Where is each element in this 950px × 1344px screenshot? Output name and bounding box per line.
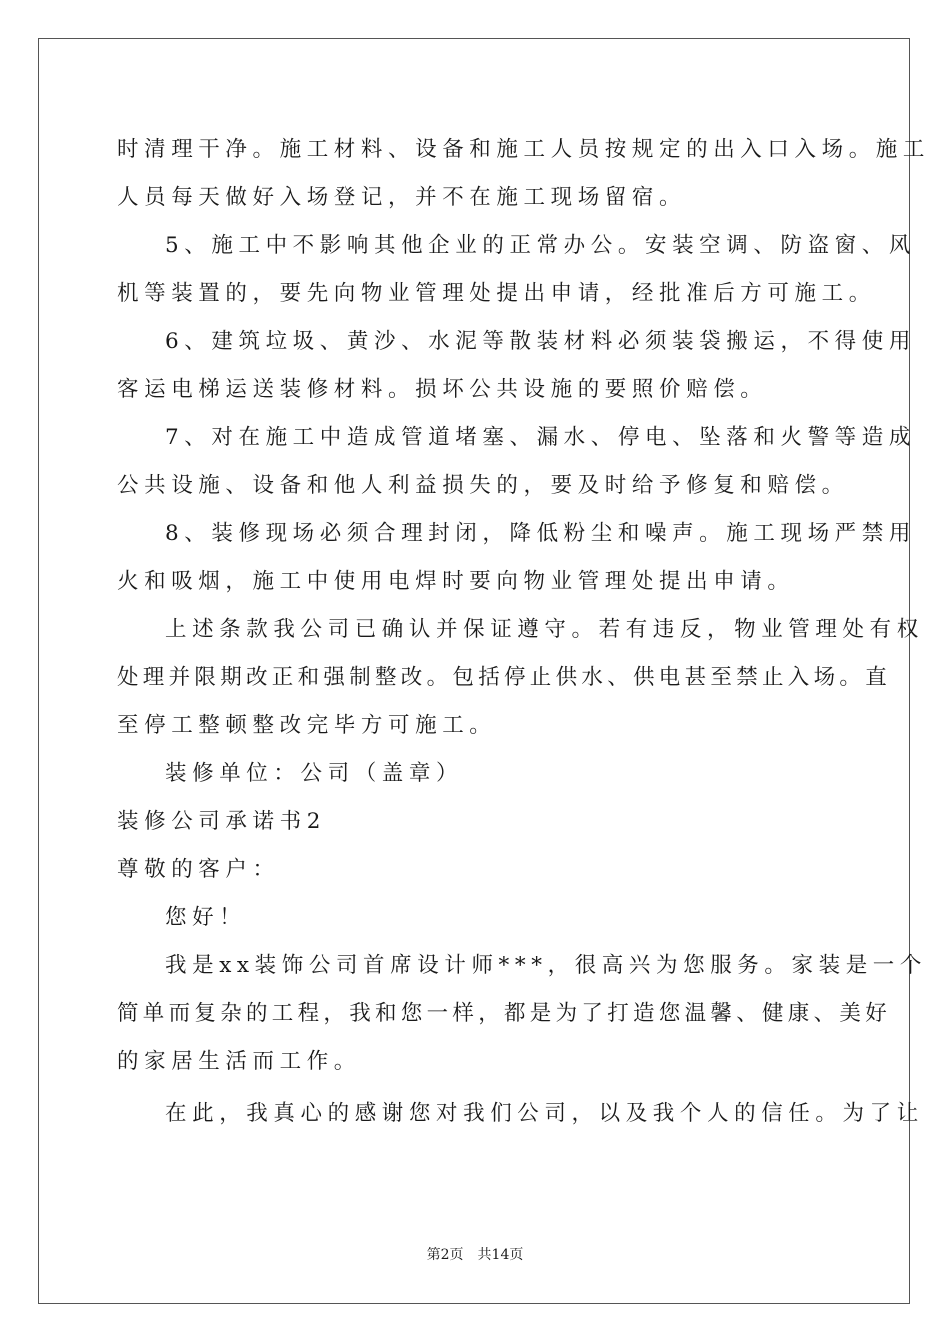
salutation: 尊敬的客户： xyxy=(117,857,280,882)
paragraph-line: 7、对在施工中造成管道堵塞、漏水、停电、坠落和火警等造成 xyxy=(165,425,916,450)
paragraph-line: 时清理干净。施工材料、设备和施工人员按规定的出入口入场。施工 xyxy=(117,137,931,162)
paragraph-line: 人员每天做好入场登记，并不在施工现场留宿。 xyxy=(117,185,687,210)
page-number: 第2页 xyxy=(426,1247,464,1263)
paragraph-line: 至停工整顿整改完毕方可施工。 xyxy=(117,713,497,738)
paragraph-line: 处理并限期改正和强制整改。包括停止供水、供电甚至禁止入场。直 xyxy=(117,665,892,690)
page-total: 共14页 xyxy=(477,1247,524,1263)
paragraph-line: 公共设施、设备和他人利益损失的，要及时给予修复和赔偿。 xyxy=(117,473,849,498)
paragraph-line: 上述条款我公司已确认并保证遵守。若有违反，物业管理处有权 xyxy=(165,617,924,642)
paragraph-line: 6、建筑垃圾、黄沙、水泥等散装材料必须装袋搬运，不得使用 xyxy=(165,329,916,354)
paragraph-line: 5、施工中不影响其他企业的正常办公。安装空调、防盗窗、风 xyxy=(165,233,916,258)
paragraph-line: 在此，我真心的感谢您对我们公司，以及我个人的信任。为了让 xyxy=(165,1101,924,1126)
signature-line: 装修单位：公司（盖章） xyxy=(165,761,464,786)
paragraph-line: 简单而复杂的工程，我和您一样，都是为了打造您温馨、健康、美好 xyxy=(117,1001,892,1026)
paragraph-line: 我是xx装饰公司首席设计师***，很高兴为您服务。家装是一个 xyxy=(165,953,928,978)
paragraph-line: 8、装修现场必须合理封闭，降低粉尘和噪声。施工现场严禁用 xyxy=(165,521,916,546)
greeting: 您好！ xyxy=(165,905,247,930)
document-body xyxy=(117,126,931,1138)
page-footer xyxy=(0,1245,950,1265)
paragraph-line: 机等装置的，要先向物业管理处提出申请，经批准后方可施工。 xyxy=(117,281,876,306)
paragraph-line: 火和吸烟，施工中使用电焊时要向物业管理处提出申请。 xyxy=(117,569,795,594)
paragraph-line: 的家居生活而工作。 xyxy=(117,1049,361,1074)
section-title: 装修公司承诺书2 xyxy=(117,809,326,834)
paragraph-line: 客运电梯运送装修材料。损坏公共设施的要照价赔偿。 xyxy=(117,377,768,402)
